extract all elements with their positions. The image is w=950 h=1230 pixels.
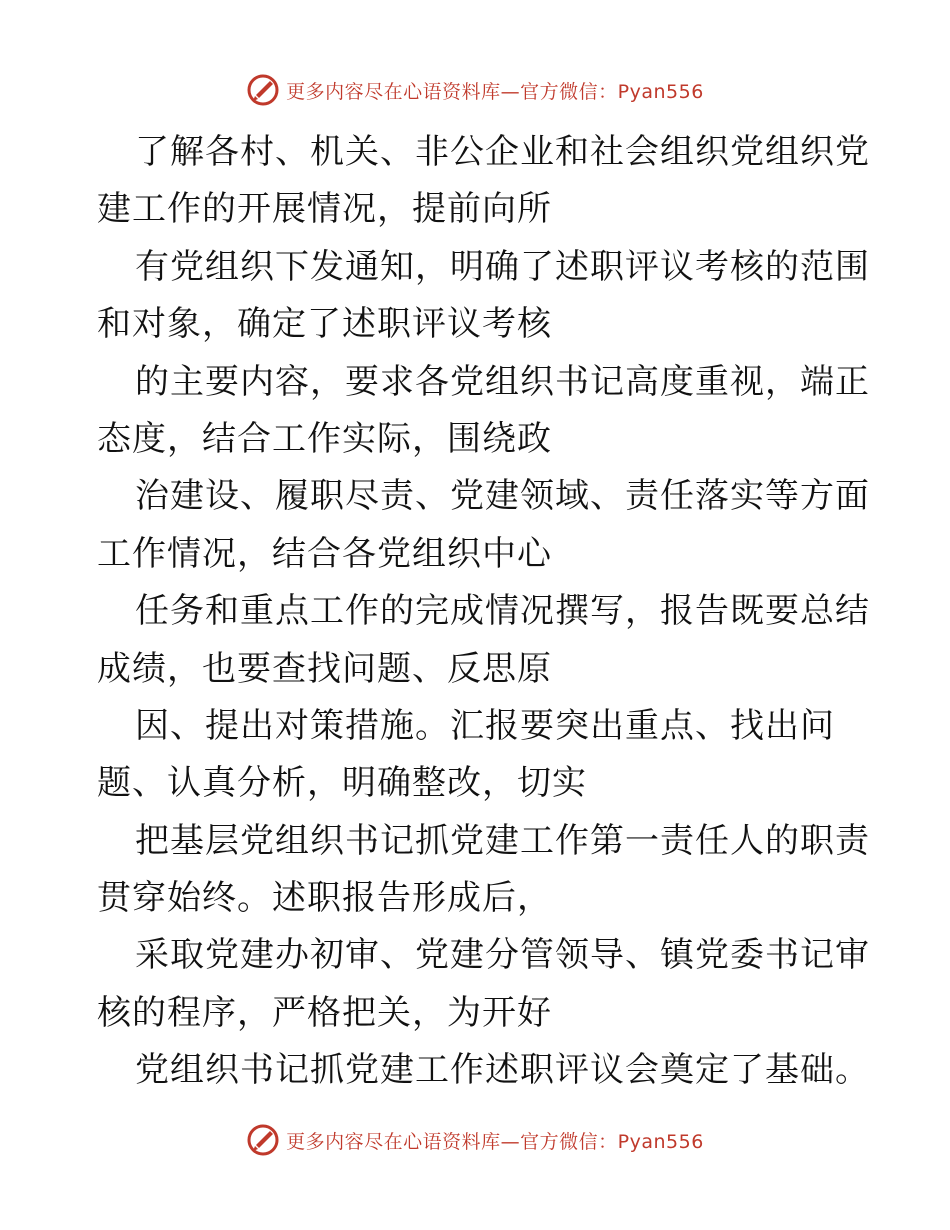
body-line-11: 因、提出对策措施。汇报要突出重点、找出问 xyxy=(135,705,835,746)
body-line-1: 了解各村、机关、非公企业和社会组织党组织党 xyxy=(135,132,870,172)
body-line-13: 把基层党组织书记抓党建工作第一责任人的职责 xyxy=(135,820,870,861)
body-line-8: 工作情况，结合各党组织中心 xyxy=(97,533,552,574)
body-line-7: 治建设、履职尽责、党建领域、责任落实等方面 xyxy=(135,476,870,517)
body-line-2: 建工作的开展情况，提前向所 xyxy=(97,189,552,230)
body-line-3: 有党组织下发通知，明确了述职评议考核的范围 xyxy=(135,246,870,287)
document-body xyxy=(97,124,870,1100)
body-line-4: 和对象，确定了述职评议考核 xyxy=(97,304,552,345)
body-line-14: 贯穿始终。述职报告形成后， xyxy=(97,878,552,919)
body-line-10: 成绩，也要查找问题、反思原 xyxy=(97,648,552,689)
footer-banner-text: 更多内容尽在心语资料库—官方微信：Pyan556 xyxy=(286,1130,704,1153)
footer-banner xyxy=(0,1120,950,1160)
body-line-15: 采取党建办初审、党建分管领导、镇党委书记审 xyxy=(135,935,870,976)
brand-logo-icon xyxy=(246,73,280,107)
brand-logo-icon xyxy=(246,1123,280,1157)
body-line-12: 题、认真分析，明确整改，切实 xyxy=(97,763,587,804)
header-banner-text: 更多内容尽在心语资料库—官方微信：Pyan556 xyxy=(286,80,704,103)
body-line-5: 的主要内容，要求各党组织书记高度重视，端正 xyxy=(135,361,870,402)
body-line-6: 态度，结合工作实际，围绕政 xyxy=(97,418,552,459)
body-line-16: 核的程序，严格把关，为开好 xyxy=(97,992,552,1033)
body-line-17: 党组织书记抓党建工作述职评议会奠定了基础。 xyxy=(135,1050,870,1091)
body-line-9: 任务和重点工作的完成情况撰写，报告既要总结 xyxy=(135,591,870,632)
header-banner xyxy=(0,70,950,110)
